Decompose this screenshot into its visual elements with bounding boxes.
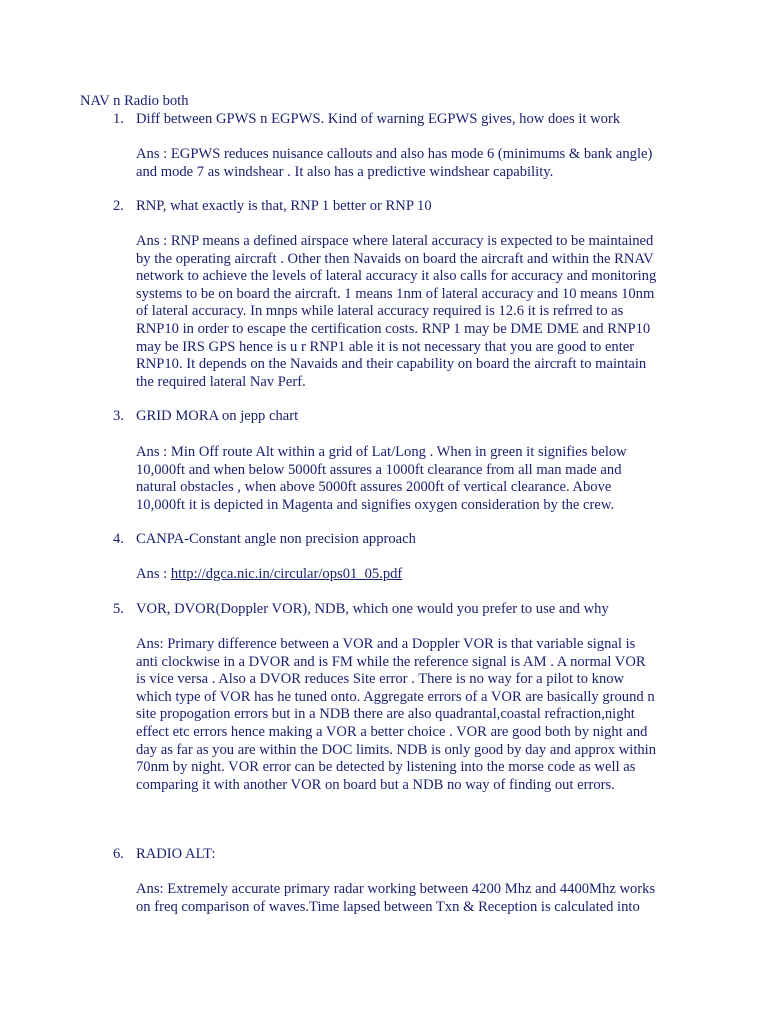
answer-line: Ans: Extremely accurate primary radar working between 4200 Mhz and 4400Mhz works [136, 881, 656, 897]
item-number: 1. [113, 111, 124, 127]
answer-line: by the operating aircraft . Other then Navaids on board the aircraft and within the RNAV [136, 250, 654, 267]
item-number: 3. [113, 408, 124, 424]
answer-line: 10,000ft it is depicted in Magenta and signifies oxygen consideration by the crew. [136, 496, 615, 513]
answer-6 [136, 881, 696, 916]
answer-prefix: Ans : [136, 566, 171, 582]
question-4: CANPA-Constant angle non precision approach [136, 531, 416, 547]
answer-line: of lateral accuracy. In mnps while lateral accuracy required is 12.6 it is refrred to as [136, 303, 624, 320]
answer-4 [136, 566, 402, 584]
answer-line: and mode 7 as windshear . It also has a predictive windshear capability. [136, 163, 554, 180]
item-number: 6. [113, 846, 124, 862]
answer-line: effect etc errors hence making a VOR a better choice . VOR are good both by night and [136, 723, 648, 740]
answer-1 [136, 146, 696, 181]
answer-2 [136, 233, 696, 391]
question-2: RNP, what exactly is that, RNP 1 better or RNP 10 [136, 198, 432, 214]
answer-line: site propogation errors but in a NDB there are also quadrantal,coastal refraction,night [136, 706, 635, 723]
answer-line: network to achieve the levels of lateral accuracy it also calls for accuracy and monitoring [136, 268, 657, 285]
answer-line: comparing it with another VOR on board but a NDB no way of finding out errors. [136, 776, 615, 793]
answer-line: the required lateral Nav Perf. [136, 373, 306, 390]
item-number: 2. [113, 198, 124, 214]
answer-line: anti clockwise in a DVOR and is FM while the reference signal is AM . A normal VOR [136, 653, 646, 670]
item-number: 4. [113, 531, 124, 547]
answer-line: Ans : RNP means a defined airspace where lateral accuracy is expected to be maintained [136, 233, 654, 249]
answer-line: may be IRS GPS hence is u r RNP1 able it is not necessary that you are good to enter [136, 338, 635, 355]
answer-line: Ans: Primary difference between a VOR and a Doppler VOR is that variable signal is [136, 636, 636, 652]
answer-line: RNP10 in order to escape the certification costs. RNP 1 may be DME DME and RNP10 [136, 320, 651, 337]
answer-line: Ans : EGPWS reduces nuisance callouts and also has mode 6 (minimums & bank angle) [136, 146, 653, 162]
answer-line: RNP10. It depends on the Navaids and their capability on board the aircraft to maintain [136, 356, 647, 373]
question-6: RADIO ALT: [136, 846, 216, 862]
answer-line: which type of VOR has he tuned onto. Aggregate errors of a VOR are basically ground n [136, 688, 655, 705]
answer-line: 70nm by night. VOR error can be detected by listening into the morse code as well as [136, 759, 636, 776]
answer-line: day as far as you are within the DOC limits. NDB is only good by day and approx within [136, 741, 657, 758]
answer-line: 10,000ft and when below 5000ft assures a 1000ft clearance from all man made and [136, 461, 622, 478]
answer-line: systems to be on board the aircraft. 1 means 1nm of lateral accuracy and 10 means 10nm [136, 285, 655, 302]
dgca-circular-link[interactable]: http://dgca.nic.in/circular/ops01_05.pdf [170, 566, 403, 582]
answer-line: is vice versa . Also a DVOR reduces Site error . There is no way for a pilot to know [136, 671, 625, 688]
question-1: Diff between GPWS n EGPWS. Kind of warning EGPWS gives, how does it work [136, 111, 621, 127]
item-number: 5. [113, 601, 124, 617]
answer-line: on freq comparison of waves.Time lapsed between Txn & Reception is calculated into [136, 898, 640, 915]
question-3: GRID MORA on jepp chart [136, 408, 299, 424]
answer-line: Ans : Min Off route Alt within a grid of Lat/Long . When in green it signifies below [136, 444, 627, 460]
document-heading: NAV n Radio both [80, 93, 189, 109]
question-5: VOR, DVOR(Doppler VOR), NDB, which one would you prefer to use and why [136, 601, 609, 617]
answer-5 [136, 636, 696, 794]
answer-line: natural obstacles , when above 5000ft assures 2000ft of vertical clearance. Above [136, 479, 612, 496]
answer-3 [136, 444, 696, 514]
